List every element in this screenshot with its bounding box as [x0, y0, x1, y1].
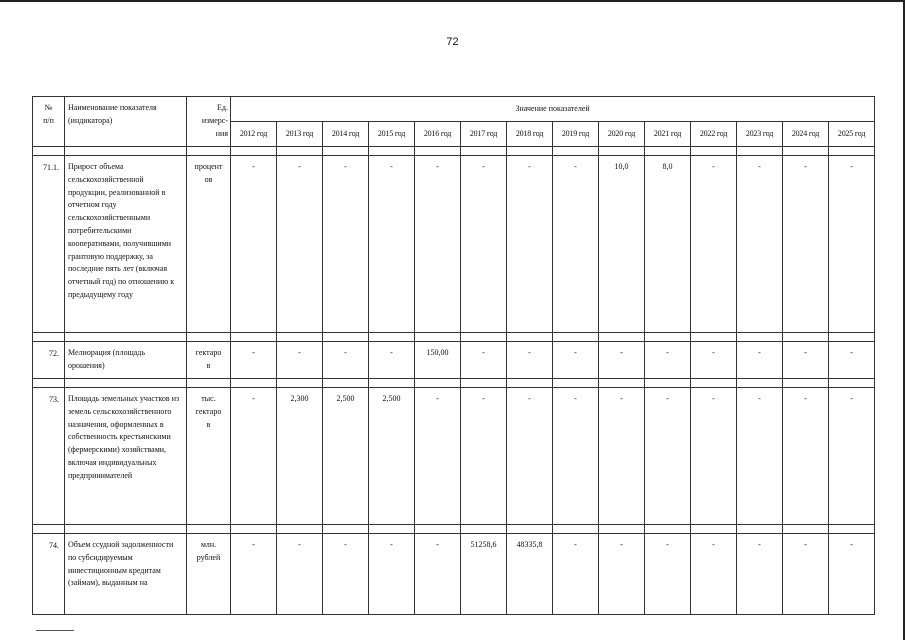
page-edge-top — [0, 0, 905, 2]
gap-cell — [277, 379, 323, 388]
value-cell: - — [231, 388, 277, 525]
gap-cell — [415, 147, 461, 156]
bottom-mark — [36, 630, 74, 631]
gap-cell — [187, 333, 231, 342]
gap-cell — [369, 333, 415, 342]
year-header: 2025 год — [829, 122, 875, 147]
value-cell: - — [553, 388, 599, 525]
gap-cell — [829, 525, 875, 534]
gap-cell — [783, 379, 829, 388]
header-unit: Ед. измерс- ния — [187, 97, 231, 147]
value-cell: - — [277, 156, 323, 333]
indicator-name: Площадь земельных участков из земель сельскохозяйственного назначения, оформленных в собственность крестьянскими (фермерскими) хозяйствами, включая индивидуальных предпринимателей — [65, 388, 187, 525]
gap-cell — [231, 525, 277, 534]
gap-cell — [461, 333, 507, 342]
value-cell: - — [691, 156, 737, 333]
year-header: 2023 год — [737, 122, 783, 147]
header-name: Наименование показателя (индикатора) — [65, 97, 187, 147]
value-cell: - — [783, 156, 829, 333]
gap-cell — [231, 379, 277, 388]
value-cell: - — [323, 534, 369, 615]
row-number: 73. — [33, 388, 65, 525]
indicator-name: Мелиорация (площадь орошения) — [65, 342, 187, 379]
gap-cell — [415, 525, 461, 534]
gap-cell — [65, 147, 187, 156]
gap-cell — [65, 333, 187, 342]
year-header: 2014 год — [323, 122, 369, 147]
gap-cell — [415, 379, 461, 388]
gap-cell — [645, 333, 691, 342]
gap-cell — [599, 379, 645, 388]
gap-cell — [507, 525, 553, 534]
gap-cell — [507, 333, 553, 342]
value-cell: - — [599, 342, 645, 379]
value-cell: - — [415, 388, 461, 525]
value-cell: - — [415, 156, 461, 333]
gap-row — [33, 333, 875, 342]
unit-cell: тыс. гектаро в — [187, 388, 231, 525]
indicator-name: Прирост объема сельскохозяйственной продукции, реализованной в отчетном году сельскохозяйственными потребительскими кооперативами, получившими грантовую поддержку, за последние пять лет (включая отчетный год) по отношению к предыдущему году — [65, 156, 187, 333]
gap-cell — [461, 379, 507, 388]
value-cell: - — [829, 388, 875, 525]
gap-cell — [277, 147, 323, 156]
gap-cell — [187, 379, 231, 388]
unit-cell: процент ов — [187, 156, 231, 333]
value-cell: - — [323, 156, 369, 333]
gap-row — [33, 147, 875, 156]
table-row — [33, 156, 875, 333]
value-cell: - — [645, 534, 691, 615]
value-cell: - — [231, 156, 277, 333]
gap-cell — [553, 147, 599, 156]
gap-cell — [645, 147, 691, 156]
page-number: 72 — [446, 36, 459, 48]
gap-cell — [553, 379, 599, 388]
gap-cell — [461, 525, 507, 534]
gap-cell — [277, 333, 323, 342]
gap-cell — [65, 525, 187, 534]
gap-cell — [33, 379, 65, 388]
value-cell: - — [461, 342, 507, 379]
table-row — [33, 388, 875, 525]
value-cell: - — [829, 534, 875, 615]
value-cell: - — [231, 534, 277, 615]
year-header: 2021 год — [645, 122, 691, 147]
value-cell: - — [461, 388, 507, 525]
value-cell: - — [691, 388, 737, 525]
indicator-name: Объем ссудной задолженности по субсидируемым инвестиционным кредитам (займам), выданным на — [65, 534, 187, 615]
gap-cell — [33, 525, 65, 534]
gap-cell — [553, 525, 599, 534]
gap-cell — [691, 333, 737, 342]
year-header: 2012 год — [231, 122, 277, 147]
header-values: Значение показателей — [231, 97, 875, 122]
gap-row — [33, 379, 875, 388]
value-cell: - — [645, 342, 691, 379]
value-cell: 2,500 — [323, 388, 369, 525]
value-cell: - — [783, 534, 829, 615]
year-header: 2018 год — [507, 122, 553, 147]
gap-cell — [783, 333, 829, 342]
gap-cell — [783, 147, 829, 156]
value-cell: - — [599, 534, 645, 615]
value-cell: 150,00 — [415, 342, 461, 379]
table-body — [33, 147, 875, 615]
unit-cell: гектаро в — [187, 342, 231, 379]
value-cell: 2,300 — [277, 388, 323, 525]
value-cell: - — [691, 534, 737, 615]
gap-cell — [277, 525, 323, 534]
value-cell: - — [461, 156, 507, 333]
gap-cell — [323, 333, 369, 342]
year-header: 2024 год — [783, 122, 829, 147]
value-cell: - — [645, 388, 691, 525]
unit-cell: млн. рублей — [187, 534, 231, 615]
gap-cell — [187, 147, 231, 156]
gap-cell — [737, 379, 783, 388]
gap-row — [33, 525, 875, 534]
gap-cell — [691, 379, 737, 388]
gap-cell — [599, 147, 645, 156]
header-no: № п/п — [33, 97, 65, 147]
value-cell: 2,500 — [369, 388, 415, 525]
value-cell: 51258,6 — [461, 534, 507, 615]
year-header: 2020 год — [599, 122, 645, 147]
value-cell: - — [277, 342, 323, 379]
value-cell: - — [277, 534, 323, 615]
gap-cell — [33, 147, 65, 156]
year-header: 2022 год — [691, 122, 737, 147]
value-cell: - — [691, 342, 737, 379]
value-cell: - — [507, 156, 553, 333]
row-number: 71.1. — [33, 156, 65, 333]
year-header: 2017 год — [461, 122, 507, 147]
gap-cell — [369, 379, 415, 388]
gap-cell — [65, 379, 187, 388]
gap-cell — [415, 333, 461, 342]
header-row-top — [33, 97, 875, 122]
year-header: 2016 год — [415, 122, 461, 147]
value-cell: - — [829, 342, 875, 379]
value-cell: 8,0 — [645, 156, 691, 333]
gap-cell — [507, 147, 553, 156]
value-cell: 48335,8 — [507, 534, 553, 615]
gap-cell — [33, 333, 65, 342]
value-cell: - — [737, 388, 783, 525]
value-cell: - — [829, 156, 875, 333]
gap-cell — [829, 379, 875, 388]
value-cell: - — [737, 534, 783, 615]
gap-cell — [691, 147, 737, 156]
gap-cell — [369, 525, 415, 534]
value-cell: - — [737, 342, 783, 379]
gap-cell — [187, 525, 231, 534]
value-cell: - — [783, 342, 829, 379]
gap-cell — [323, 379, 369, 388]
gap-cell — [737, 333, 783, 342]
value-cell: - — [415, 534, 461, 615]
gap-cell — [461, 147, 507, 156]
gap-cell — [829, 333, 875, 342]
value-cell: - — [507, 388, 553, 525]
table-row — [33, 342, 875, 379]
gap-cell — [783, 525, 829, 534]
value-cell: - — [553, 534, 599, 615]
value-cell: - — [599, 388, 645, 525]
indicators-table — [32, 96, 875, 615]
value-cell: - — [553, 342, 599, 379]
value-cell: - — [369, 342, 415, 379]
gap-cell — [323, 147, 369, 156]
gap-cell — [599, 333, 645, 342]
year-header: 2019 год — [553, 122, 599, 147]
gap-cell — [737, 147, 783, 156]
value-cell: 10,0 — [599, 156, 645, 333]
gap-cell — [323, 525, 369, 534]
value-cell: - — [369, 534, 415, 615]
value-cell: - — [737, 156, 783, 333]
gap-cell — [553, 333, 599, 342]
value-cell: - — [323, 342, 369, 379]
year-header: 2013 год — [277, 122, 323, 147]
value-cell: - — [231, 342, 277, 379]
value-cell: - — [553, 156, 599, 333]
year-header: 2015 год — [369, 122, 415, 147]
gap-cell — [369, 147, 415, 156]
gap-cell — [507, 379, 553, 388]
value-cell: - — [369, 156, 415, 333]
row-number: 74. — [33, 534, 65, 615]
gap-cell — [231, 333, 277, 342]
gap-cell — [737, 525, 783, 534]
gap-cell — [599, 525, 645, 534]
gap-cell — [645, 525, 691, 534]
gap-cell — [231, 147, 277, 156]
row-number: 72. — [33, 342, 65, 379]
gap-cell — [645, 379, 691, 388]
table-row — [33, 534, 875, 615]
value-cell: - — [507, 342, 553, 379]
value-cell: - — [783, 388, 829, 525]
gap-cell — [829, 147, 875, 156]
gap-cell — [691, 525, 737, 534]
